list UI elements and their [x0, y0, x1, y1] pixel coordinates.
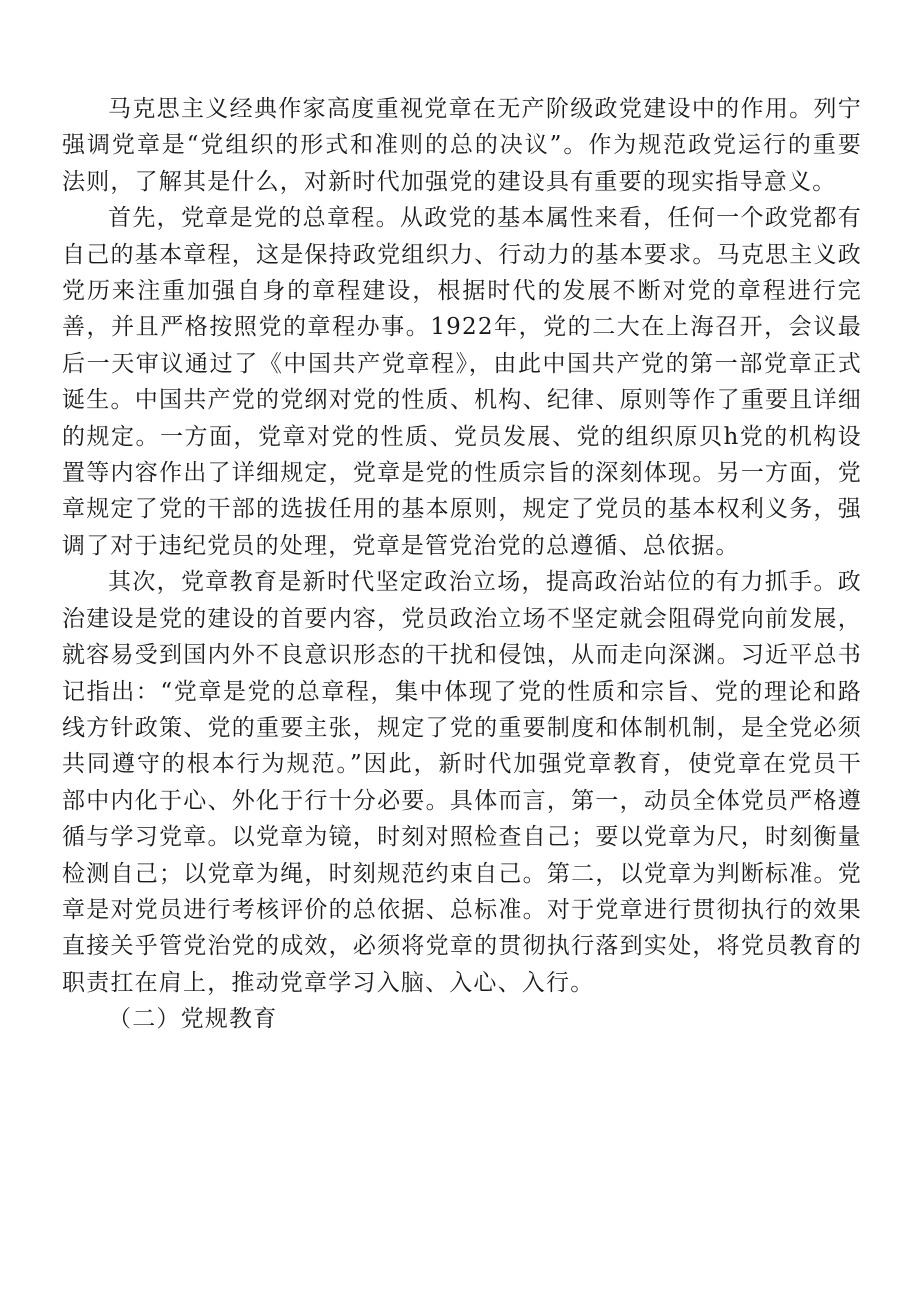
paragraph-intro: 马克思主义经典作家高度重视党章在无产阶级政党建设中的作用。列宁强调党章是“党组织的形式和准则的总的决议”。作为规范政党运行的重要法则，了解其是什么，对新时代加强党的建设具有重要的现实指导意义。	[62, 96, 862, 195]
paragraph-second-point: 其次，党章教育是新时代坚定政治立场，提高政治站位的有力抓手。政治建设是党的建设的首要内容，党员政治立场不坚定就会阻碍党向前发展，就容易受到国内外不良意识形态的干扰和侵蚀，从而走向深渊。习近平总书记指出：“党章是党的总章程，集中体现了党的性质和宗旨、党的理论和路线方针政策、党的重要主张，规定了党的重要制度和体制机制，是全党必须共同遵守的根本行为规范。”因此，新时代加强党章教育，使党章在党员干部中内化于心、外化于行十分必要。具体而言，第一，动员全体党员严格遵循与学习党章。以党章为镜，时刻对照检查自己；要以党章为尺，时刻衡量检测自己；以党章为绳，时刻规范约束自己。第二，以党章为判断标准。党章是对党员进行考核评价的总依据、总标准。对于党章进行贯彻执行的效果直接关乎管党治党的成效，必须将党章的贯彻执行落到实处，将党员教育的职责扛在肩上，推动党章学习入脑、入心、入行。	[62, 569, 862, 996]
paragraph-first-point: 首先，党章是党的总章程。从政党的基本属性来看，任何一个政党都有自己的基本章程，这是保持政党组织力、行动力的基本要求。马克思主义政党历来注重加强自身的章程建设，根据时代的发展不断对党的章程进行完善，并且严格按照党的章程办事。1922年，党的二大在上海召开，会议最后一天审议通过了《中国共产党章程》，由此中国共产党的第一部党章正式诞生。中国共产党的党纲对党的性质、机构、纪律、原则等作了重要且详细的规定。一方面，党章对党的性质、党员发展、党的组织原贝h党的机构设置等内容作出了详细规定，党章是党的性质宗旨的深刻体现。另一方面，党章规定了党的干部的选拔任用的基本原则，规定了党员的基本权利义务，强调了对于违纪党员的处理，党章是管党治党的总遵循、总依据。	[62, 205, 862, 559]
document-body	[62, 91, 862, 1038]
section-heading: （二）党规教育	[108, 1006, 278, 1033]
